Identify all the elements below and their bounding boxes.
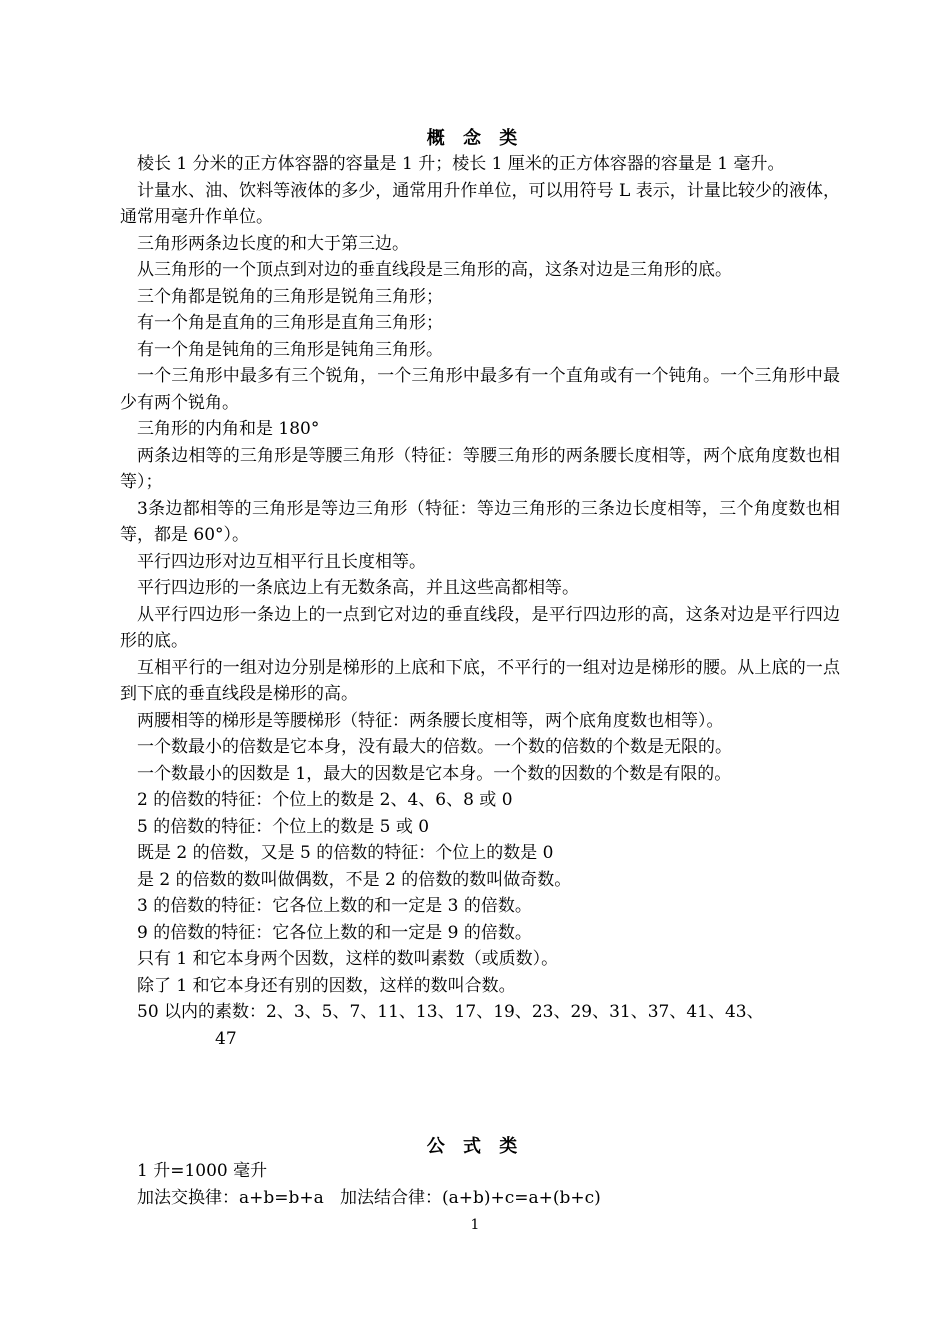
paragraph: 只有 1 和它本身两个因数，这样的数叫素数（或质数）。 (137, 949, 559, 969)
paragraph: 是 2 的倍数的数叫做偶数，不是 2 的倍数的数叫做奇数。 (137, 869, 572, 890)
paragraph: 有一个角是直角的三角形是直角三角形； (137, 313, 443, 333)
paragraph: 两条边相等的三角形是等腰三角形（特征：等腰三角形的两条腰长度相等，两个底角度数也相等）； (120, 445, 840, 492)
paragraph: 三个角都是锐角的三角形是锐角三角形； (137, 286, 443, 307)
paragraph: 平行四边形对边互相平行且长度相等。 (137, 551, 426, 572)
formula-line: 加法交换律：a+b=b+a 加法结合律：(a+b)+c=a+(b+c) (137, 1187, 601, 1208)
concepts-body (120, 151, 840, 1052)
formulas-body (120, 1158, 840, 1211)
paragraph: 棱长 1 分米的正方体容器的容量是 1 升；棱长 1 厘米的正方体容器的容量是 1 毫升。 (137, 154, 785, 174)
paragraph: 9 的倍数的特征：它各位上数的和一定是 9 的倍数。 (137, 922, 532, 943)
section-title-formulas: 公 式 类 (426, 1136, 524, 1157)
formula-line: 1 升=1000 毫升 (137, 1161, 268, 1181)
paragraph: 互相平行的一组对边分别是梯形的上底和下底，不平行的一组对边是梯形的腰。从上底的一点到下底的垂直线段是梯形的高。 (120, 657, 840, 704)
paragraph: 50 以内的素数：2、3、5、7、11、13、17、19、23、29、31、37、41、43、 (137, 1002, 764, 1022)
paragraph: 3条边都相等的三角形是等边三角形（特征：等边三角形的三条边长度相等，三个角度数也相等，都是 60°）。 (120, 498, 840, 545)
paragraph: 从平行四边形一条边上的一点到它对边的垂直线段，是平行四边形的高，这条对边是平行四边形的底。 (120, 604, 840, 651)
paragraph: 三角形两条边长度的和大于第三边。 (137, 233, 409, 254)
paragraph: 两腰相等的梯形是等腰梯形（特征：两条腰长度相等，两个底角度数也相等）。 (137, 710, 724, 731)
paragraph: 三角形的内角和是 180° (137, 419, 320, 439)
paragraph: 平行四边形的一条底边上有无数条高，并且这些高都相等。 (137, 578, 579, 598)
paragraph: 有一个角是钝角的三角形是钝角三角形。 (137, 339, 443, 360)
paragraph: 计量水、油、饮料等液体的多少，通常用升作单位，可以用符号 L 表示，计量比较少的液体，通常用毫升作单位。 (120, 180, 840, 227)
paragraph: 3 的倍数的特征：它各位上数的和一定是 3 的倍数。 (137, 896, 532, 916)
paragraph: 一个数最小的倍数是它本身，没有最大的倍数。一个数的倍数的个数是无限的。 (137, 737, 732, 757)
paragraph: 既是 2 的倍数，又是 5 的倍数的特征：个位上的数是 0 (137, 843, 554, 863)
paragraph: 一个三角形中最多有三个锐角，一个三角形中最多有一个直角或有一个钝角。一个三角形中最少有两个锐角。 (120, 366, 840, 413)
paragraph: 除了 1 和它本身还有别的因数，这样的数叫合数。 (137, 975, 516, 996)
paragraph: 一个数最小的因数是 1，最大的因数是它本身。一个数的因数的个数是有限的。 (137, 763, 732, 784)
prime-list-continuation: 47 (215, 1028, 237, 1049)
paragraph: 2 的倍数的特征：个位上的数是 2、4、6、8 或 0 (137, 790, 513, 810)
paragraph: 从三角形的一个顶点到对边的垂直线段是三角形的高，这条对边是三角形的底。 (137, 260, 732, 280)
page-number: 1 (470, 1217, 480, 1233)
section-title-concepts: 概 念 类 (426, 128, 524, 149)
paragraph: 5 的倍数的特征：个位上的数是 5 或 0 (137, 816, 430, 837)
